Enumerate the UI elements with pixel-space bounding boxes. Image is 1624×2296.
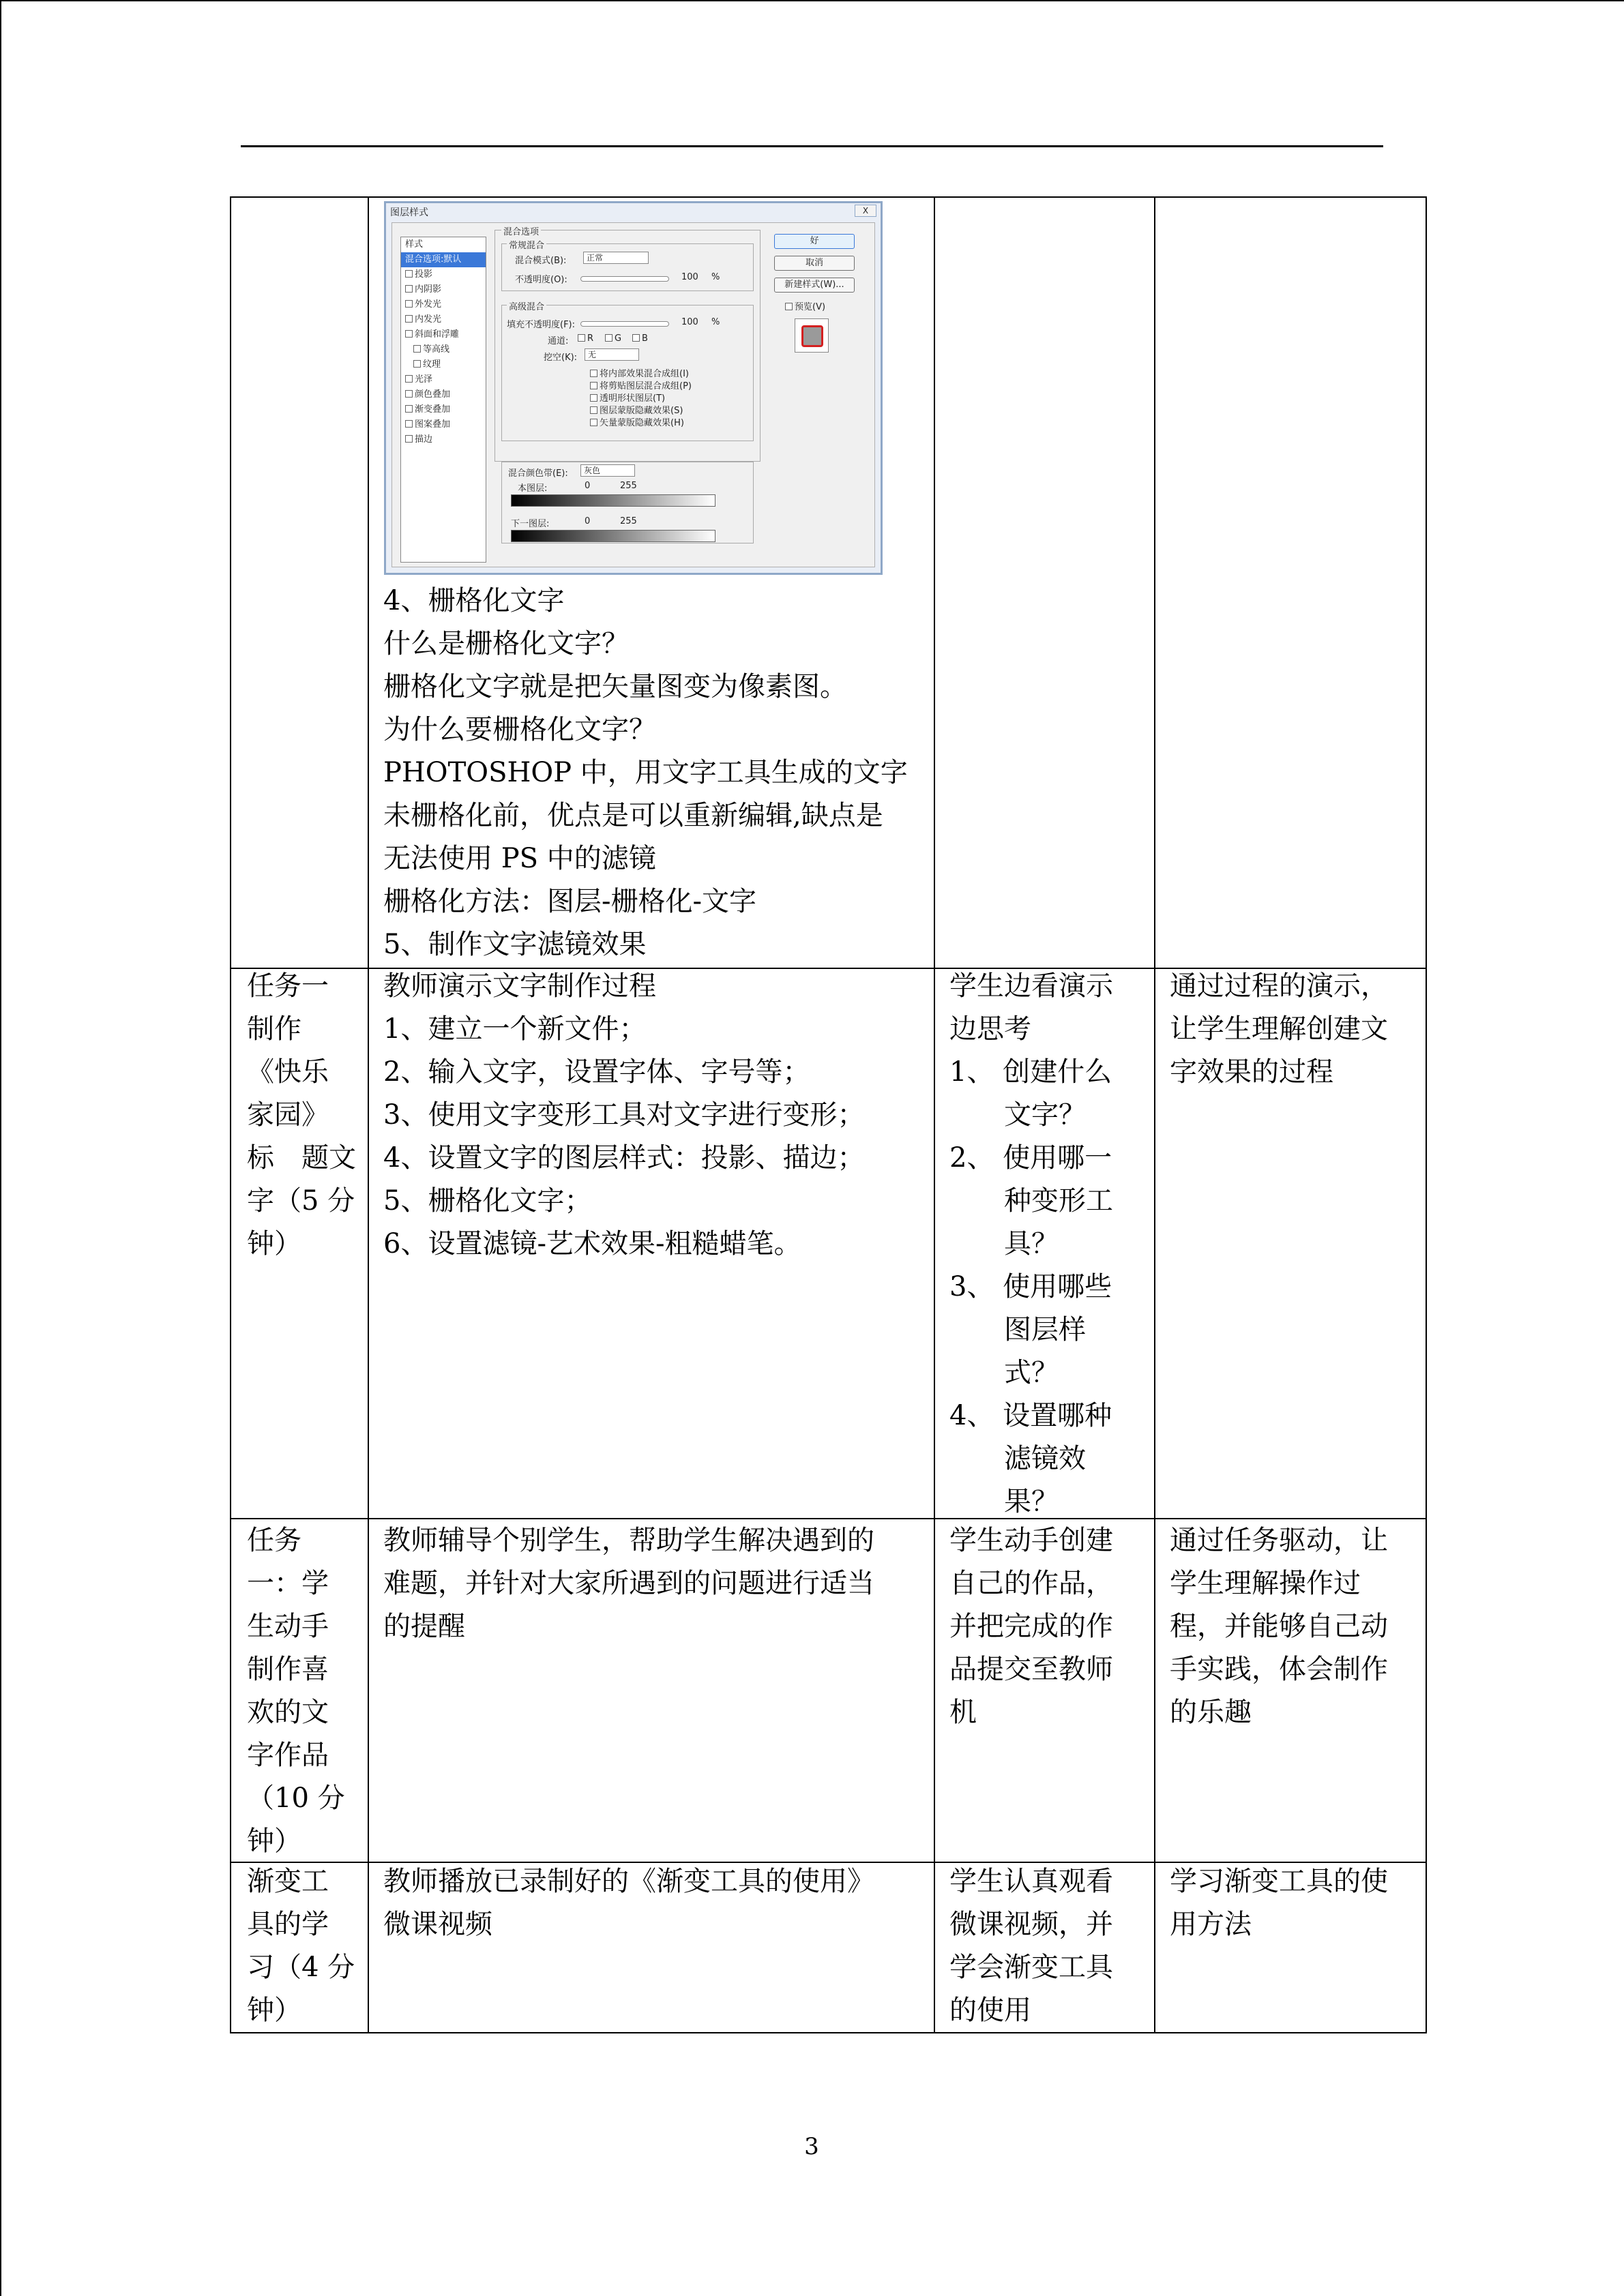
page-number: 3 bbox=[804, 2133, 819, 2160]
checkbox-icon bbox=[405, 405, 413, 413]
option-checkbox: 将内部效果混合成组(I) bbox=[590, 366, 689, 379]
row2-teacher-line: 2、输入文字，设置字体、字号等； bbox=[383, 1056, 810, 1088]
dialog-body bbox=[392, 222, 875, 567]
opacity-slider bbox=[580, 276, 669, 282]
row1-student-cell bbox=[934, 196, 1155, 969]
blend-if-label: 混合颜色带(E): bbox=[508, 468, 568, 479]
row4-intent-line: 学习渐变工具的使 bbox=[1170, 1866, 1388, 1897]
style-list-item: 渐变叠加 bbox=[401, 402, 486, 417]
checkbox-icon bbox=[590, 419, 597, 426]
preview-swatch bbox=[801, 325, 823, 347]
row2-student-line: 具？ bbox=[949, 1228, 1059, 1259]
header-rule bbox=[241, 145, 1383, 147]
new-style-button: 新建样式(W)... bbox=[774, 278, 855, 293]
row4-student-line: 的使用 bbox=[949, 1995, 1031, 2026]
under-layer-min: 0 bbox=[585, 516, 591, 526]
checkbox-icon bbox=[413, 345, 421, 353]
row2-task-line: 字（5 分 bbox=[247, 1185, 355, 1217]
row2-student-line: 边思考 bbox=[949, 1013, 1031, 1045]
row3-teacher-line: 的提醒 bbox=[383, 1611, 465, 1642]
row2-teacher-line: 4、设置文字的图层样式：投影、描边； bbox=[383, 1142, 865, 1174]
row1-line: 未栅格化前，优点是可以重新编辑,缺点是 bbox=[383, 800, 883, 831]
row4-task-line: 具的学 bbox=[247, 1909, 329, 1940]
row1-intent-cell bbox=[1154, 196, 1427, 969]
checkbox-icon bbox=[405, 315, 413, 323]
checkbox-icon bbox=[590, 370, 597, 377]
blend-mode-dropdown: 正常 bbox=[583, 252, 649, 264]
row3-teacher-line: 教师辅导个别学生，帮助学生解决遇到的 bbox=[383, 1525, 874, 1556]
option-checkbox: 透明形状图层(T) bbox=[590, 391, 665, 404]
style-list bbox=[400, 237, 486, 563]
row2-task-line: 家园》 bbox=[247, 1099, 329, 1131]
checkbox-icon bbox=[405, 375, 413, 383]
checkbox-icon bbox=[578, 334, 585, 342]
checkbox-icon bbox=[405, 435, 413, 443]
preview-checkbox: 预览(V) bbox=[785, 299, 825, 312]
row1-line: 4、栅格化文字 bbox=[383, 585, 565, 616]
style-list-item: 投影 bbox=[401, 267, 486, 282]
blend-mode-label: 混合模式(B): bbox=[515, 256, 567, 266]
under-layer-gradient bbox=[511, 530, 715, 542]
row2-task-line: 《快乐 bbox=[247, 1056, 329, 1088]
checkbox-icon bbox=[632, 334, 640, 342]
style-list-item: 图案叠加 bbox=[401, 417, 486, 432]
row3-student-line: 机 bbox=[949, 1697, 977, 1728]
row3-task-line: （10 分 bbox=[247, 1783, 345, 1814]
row2-teacher-line: 教师演示文字制作过程 bbox=[383, 970, 656, 1002]
channel-r: R bbox=[578, 333, 593, 344]
row4-student-line: 学会渐变工具 bbox=[949, 1952, 1113, 1983]
checkbox-icon bbox=[405, 285, 413, 293]
dialog-title: 图层样式 bbox=[390, 207, 428, 218]
row3-task-line: 欢的文 bbox=[247, 1697, 329, 1728]
style-list-item: 内阴影 bbox=[401, 282, 486, 297]
row2-student-line: 学生边看演示 bbox=[949, 970, 1113, 1002]
fill-opacity-percent: % bbox=[711, 317, 720, 327]
row3-student-line: 学生动手创建 bbox=[949, 1525, 1113, 1556]
fill-opacity-value: 100 bbox=[681, 317, 698, 327]
row3-intent-line: 通过任务驱动，让 bbox=[1170, 1525, 1388, 1556]
row2-student-line: 4、 设置哪种 bbox=[949, 1400, 1112, 1431]
checkbox-icon bbox=[405, 270, 413, 278]
row4-teacher-line: 教师播放已录制好的《渐变工具的使用》 bbox=[383, 1866, 874, 1897]
this-layer-gradient bbox=[511, 494, 715, 507]
fill-opacity-slider bbox=[580, 321, 669, 327]
cancel-button: 取消 bbox=[774, 256, 855, 271]
style-list-item: 光泽 bbox=[401, 372, 486, 387]
row3-task-line: 任务 bbox=[247, 1525, 301, 1556]
row4-task-line: 渐变工 bbox=[247, 1866, 329, 1897]
style-list-item: 纹理 bbox=[401, 357, 486, 372]
option-checkbox: 将剪贴图层混合成组(P) bbox=[590, 378, 692, 391]
row2-student-line: 式？ bbox=[949, 1357, 1059, 1388]
style-list-item: 斜面和浮雕 bbox=[401, 327, 486, 342]
row1-line: 无法使用 PS 中的滤镜 bbox=[383, 843, 656, 874]
row2-teacher-line: 6、设置滤镜-艺术效果-粗糙蜡笔。 bbox=[383, 1228, 801, 1259]
opacity-value: 100 bbox=[681, 272, 698, 282]
general-blending-label: 常规混合 bbox=[507, 238, 546, 251]
advanced-blending-label: 高级混合 bbox=[507, 299, 546, 312]
checkbox-icon bbox=[590, 394, 597, 402]
row2-student-line: 文字？ bbox=[949, 1099, 1086, 1131]
row1-line: 为什么要栅格化文字？ bbox=[383, 714, 656, 745]
this-layer-label: 本图层: bbox=[518, 483, 548, 494]
checkbox-icon bbox=[405, 390, 413, 398]
under-layer-max: 255 bbox=[620, 516, 637, 526]
row2-task-line: 制作 bbox=[247, 1013, 301, 1045]
row3-student-line: 自己的作品， bbox=[949, 1568, 1113, 1599]
row2-task-line: 标 题文 bbox=[247, 1142, 356, 1174]
row4-intent-line: 用方法 bbox=[1170, 1909, 1252, 1940]
row2-student-line: 种变形工 bbox=[949, 1185, 1113, 1217]
row2-teacher-line: 5、栅格化文字； bbox=[383, 1185, 592, 1217]
row3-task-line: 字作品 bbox=[247, 1740, 329, 1771]
row2-task-line: 任务一 bbox=[247, 970, 329, 1002]
checkbox-icon bbox=[605, 334, 612, 342]
row2-student-line: 图层样 bbox=[949, 1314, 1086, 1345]
style-list-item: 混合选项:默认 bbox=[401, 252, 486, 267]
blend-if-dropdown: 灰色 bbox=[580, 464, 635, 477]
style-list-item: 外发光 bbox=[401, 297, 486, 312]
row2-task-line: 钟） bbox=[247, 1228, 301, 1259]
style-preview bbox=[795, 318, 829, 353]
close-icon: X bbox=[855, 205, 876, 217]
row4-task-line: 钟） bbox=[247, 1995, 301, 2026]
row2-intent-line: 字效果的过程 bbox=[1170, 1056, 1333, 1088]
ok-button: 好 bbox=[774, 234, 855, 249]
row2-student-line: 1、 创建什么 bbox=[949, 1056, 1112, 1088]
row3-task-line: 制作喜 bbox=[247, 1654, 329, 1685]
row1-line: 5、制作文字滤镜效果 bbox=[383, 929, 647, 960]
blend-options-label: 混合选项 bbox=[501, 224, 541, 237]
opacity-label: 不透明度(O): bbox=[515, 275, 567, 285]
option-checkbox: 矢量蒙版隐藏效果(H) bbox=[590, 415, 684, 428]
row2-student-line: 3、 使用哪些 bbox=[949, 1271, 1112, 1302]
row2-student-line: 2、 使用哪一 bbox=[949, 1142, 1112, 1174]
checkbox-icon bbox=[413, 360, 421, 368]
row3-teacher-line: 难题，并针对大家所遇到的问题进行适当 bbox=[383, 1568, 874, 1599]
under-layer-label: 下一图层: bbox=[511, 519, 550, 529]
checkbox-icon bbox=[590, 406, 597, 414]
row3-intent-line: 手实践，体会制作 bbox=[1170, 1654, 1388, 1685]
style-list-item: 描边 bbox=[401, 432, 486, 447]
this-layer-min: 0 bbox=[585, 481, 591, 491]
row4-student-line: 微课视频，并 bbox=[949, 1909, 1113, 1940]
row2-teacher-line: 1、建立一个新文件； bbox=[383, 1013, 647, 1045]
style-list-item: 等高线 bbox=[401, 342, 486, 357]
row2-teacher-line: 3、使用文字变形工具对文字进行变形； bbox=[383, 1099, 865, 1131]
layer-style-dialog-screenshot bbox=[384, 201, 883, 575]
row3-task-line: 一：学 bbox=[247, 1568, 329, 1599]
row3-task-line: 生动手 bbox=[247, 1611, 329, 1642]
knockout-dropdown: 无 bbox=[585, 348, 639, 361]
checkbox-icon bbox=[405, 330, 413, 338]
row2-intent-line: 让学生理解创建文 bbox=[1170, 1013, 1388, 1045]
row1-line: 栅格化方法：图层-栅格化-文字 bbox=[383, 886, 757, 917]
row3-student-line: 品提交至教师 bbox=[949, 1654, 1113, 1685]
style-list-item: 颜色叠加 bbox=[401, 387, 486, 402]
row3-intent-line: 学生理解操作过 bbox=[1170, 1568, 1361, 1599]
checkbox-icon bbox=[590, 382, 597, 389]
checkbox-icon bbox=[405, 300, 413, 308]
row3-student-line: 并把完成的作 bbox=[949, 1611, 1113, 1642]
row2-intent-line: 通过过程的演示， bbox=[1170, 970, 1388, 1002]
row3-intent-line: 程，并能够自己动 bbox=[1170, 1611, 1388, 1642]
this-layer-max: 255 bbox=[620, 481, 637, 491]
row4-teacher-line: 微课视频 bbox=[383, 1909, 492, 1940]
row2-student-line: 滤镜效 bbox=[949, 1443, 1086, 1474]
style-list-item: 样式 bbox=[405, 239, 424, 250]
channel-b: B bbox=[632, 333, 648, 344]
channels-label: 通道: bbox=[548, 336, 569, 346]
option-checkbox: 图层蒙版隐藏效果(S) bbox=[590, 403, 683, 416]
row1-task-cell bbox=[230, 196, 369, 969]
row1-line: 栅格化文字就是把矢量图变为像素图。 bbox=[383, 671, 847, 702]
fill-opacity-label: 填充不透明度(F): bbox=[507, 320, 576, 330]
row3-task-line: 钟） bbox=[247, 1825, 301, 1857]
row3-intent-line: 的乐趣 bbox=[1170, 1697, 1252, 1728]
row1-line: 什么是栅格化文字？ bbox=[383, 628, 629, 659]
checkbox-icon bbox=[405, 420, 413, 428]
opacity-percent: % bbox=[711, 272, 720, 282]
row4-task-line: 习（4 分 bbox=[247, 1952, 355, 1983]
row4-student-line: 学生认真观看 bbox=[949, 1866, 1113, 1897]
row2-student-line: 果？ bbox=[949, 1486, 1059, 1517]
channel-g: G bbox=[605, 333, 621, 344]
row1-line: PHOTOSHOP 中，用文字工具生成的文字 bbox=[383, 757, 908, 788]
knockout-label: 挖空(K): bbox=[544, 353, 578, 363]
checkbox-icon bbox=[785, 303, 793, 310]
style-list-item: 内发光 bbox=[401, 312, 486, 327]
